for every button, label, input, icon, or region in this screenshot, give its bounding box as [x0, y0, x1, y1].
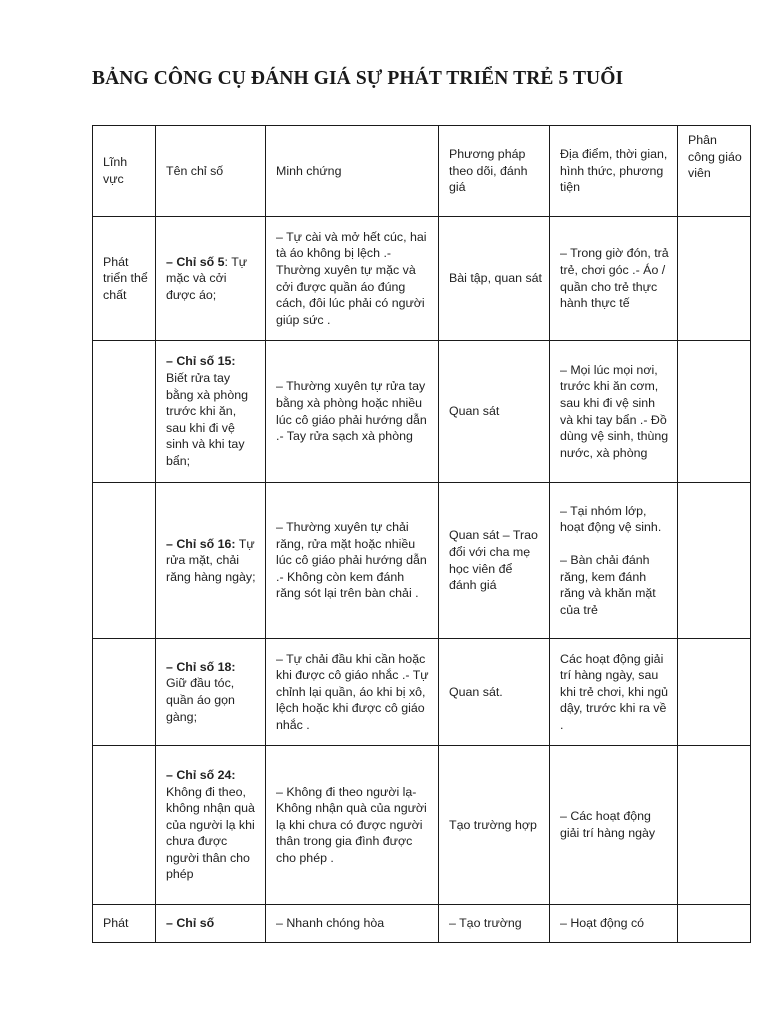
indicator-cell	[156, 639, 266, 746]
place-text: Các hoạt động giải trí hàng ngày, sau khi trẻ chơi, khi ngủ dậy, trước khi ra về .	[560, 651, 668, 732]
evidence-cell: – Tự cài và mở hết cúc, hai tà áo không bị lệch .- Thường xuyên tự mặc và cởi được quần áo đúng cách, đôi lúc phải có người giúp sức .	[266, 217, 439, 341]
teacher-cell	[678, 746, 751, 905]
indicator-text: : Tự mặc và cởi được áo;	[166, 254, 248, 302]
indicator-cell	[156, 746, 266, 905]
indicator-label: – Chỉ số 15:	[166, 354, 236, 369]
indicator-label: – Chỉ số 18:	[166, 659, 236, 674]
place-cell	[550, 746, 678, 905]
table-row	[93, 483, 751, 639]
teacher-cell	[678, 217, 751, 341]
table-header-row	[93, 126, 751, 217]
place-text: – Các hoạt động giải trí hàng ngày	[560, 809, 656, 840]
method-cell: Quan sát – Trao đổi với cha mẹ học viên để đánh giá	[439, 483, 550, 639]
evidence-cell: – Không đi theo người lạ- Không nhận quà của người lạ khi chưa có được người thân trong gia đình được cho phép .	[266, 746, 439, 905]
assessment-table	[92, 125, 751, 943]
place-text: – Tại nhóm lớp, hoạt động vệ sinh.	[560, 503, 662, 535]
indicator-text: Tự rửa mặt, chải răng hàng ngày;	[166, 536, 256, 584]
indicator-label: – Chỉ số 24:	[166, 767, 236, 782]
indicator-label: – Chỉ số 16:	[166, 536, 236, 551]
evidence-cell: – Tự chải đầu khi cần hoặc khi được cô giáo nhắc .- Tự chỉnh lại quần, áo khi bị xô, lệch hoặc khi được cô giáo nhắc .	[266, 639, 439, 746]
domain-cell: Phát	[93, 905, 156, 943]
place-cell	[550, 639, 678, 746]
page-title: BẢNG CÔNG CỤ ĐÁNH GIÁ SỰ PHÁT TRIỂN TRẺ 5 TUỔI	[92, 68, 624, 89]
place-text: – Bàn chải đánh răng, kem đánh răng và khăn mặt của trẻ	[560, 552, 656, 617]
indicator-cell	[156, 905, 266, 943]
evidence-cell: – Thường xuyên tự chải răng, rửa mặt hoặc nhiều lúc cô giáo phải hướng dẫn .- Không còn kem đánh răng sót lại trên bàn chải .	[266, 483, 439, 639]
header-evidence: Minh chứng	[266, 126, 439, 217]
domain-cell: Phát triển thể chất	[93, 217, 156, 341]
header-method: Phương pháp theo dõi, đánh giá	[439, 126, 550, 217]
table-row	[93, 217, 751, 341]
header-place: Địa điểm, thời gian, hình thức, phương tiện	[550, 126, 678, 217]
header-indicator: Tên chỉ số	[156, 126, 266, 217]
teacher-cell	[678, 905, 751, 943]
method-cell: Tạo trường hợp	[439, 746, 550, 905]
domain-cell	[93, 746, 156, 905]
header-teacher: Phân công giáo viên	[678, 126, 751, 217]
place-text: – Hoạt động có	[560, 916, 645, 931]
indicator-text: Biết rửa tay bằng xà phòng trước khi ăn, sau khi đi vệ sinh và khi tay bẩn;	[166, 371, 248, 468]
method-cell: Quan sát	[439, 341, 550, 483]
indicator-cell	[156, 483, 266, 639]
place-cell	[550, 905, 678, 943]
header-domain: Lĩnh vực	[93, 126, 156, 217]
table-row	[93, 341, 751, 483]
domain-cell	[93, 341, 156, 483]
place-text: – Mọi lúc mọi nơi, trước khi ăn cơm, sau khi đi vệ sinh và khi tay bẩn .- Đồ dùng vệ sinh, thùng nước, xà phòng	[560, 362, 669, 460]
domain-cell	[93, 483, 156, 639]
place-text: – Trong giờ đón, trả trẻ, chơi góc .- Áo / quần cho trẻ thực hành thực tế	[560, 246, 669, 311]
table-row	[93, 905, 751, 943]
evidence-cell: – Thường xuyên tự rửa tay bằng xà phòng hoặc nhiều lúc cô giáo phải hướng dẫn .- Tay rửa sạch xà phòng	[266, 341, 439, 483]
method-cell: Bài tập, quan sát	[439, 217, 550, 341]
indicator-cell	[156, 217, 266, 341]
method-cell: – Tạo trường	[439, 905, 550, 943]
table-row	[93, 746, 751, 905]
indicator-text: Không đi theo, không nhận quà của người lạ khi chưa được người thân cho phép	[166, 784, 255, 882]
place-cell	[550, 483, 678, 639]
method-cell: Quan sát.	[439, 639, 550, 746]
place-cell	[550, 217, 678, 341]
table-row	[93, 639, 751, 746]
indicator-cell	[156, 341, 266, 483]
evidence-cell: – Nhanh chóng hòa	[266, 905, 439, 943]
indicator-label: – Chỉ số 5	[166, 254, 225, 269]
teacher-cell	[678, 639, 751, 746]
domain-cell	[93, 639, 156, 746]
indicator-label: – Chỉ số	[166, 916, 215, 931]
place-cell	[550, 341, 678, 483]
teacher-cell	[678, 341, 751, 483]
teacher-cell	[678, 483, 751, 639]
indicator-text: Giữ đầu tóc, quần áo gọn gàng;	[166, 676, 235, 724]
